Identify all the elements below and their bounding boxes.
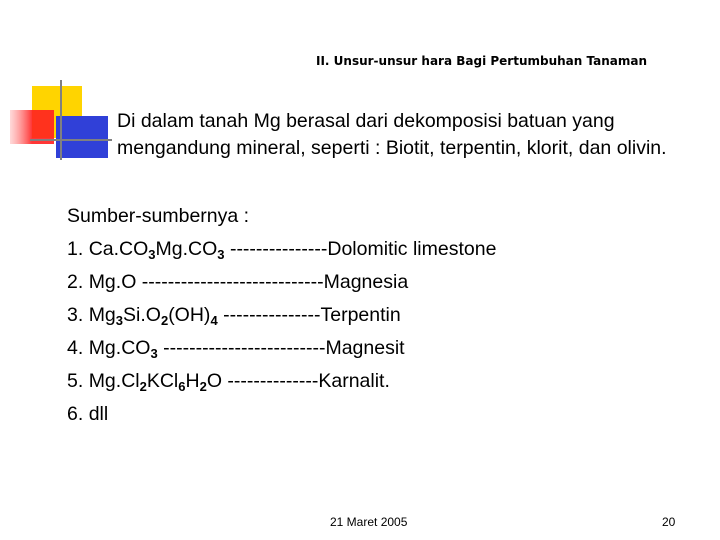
sources-list [67, 200, 707, 431]
list-item: 1. $Ca.CO_3Mg.CO_3$ ---------------Dolomitic limestone [67, 238, 497, 262]
list-item: 6. dll [67, 403, 109, 425]
decorative-squares-graphic [0, 0, 120, 170]
item-name: Dolomitic limestone [327, 238, 497, 260]
slide-title: II. Unsur-unsur hara Bagi Pertumbuhan Tanaman [316, 54, 648, 68]
list-item: 4. $Mg.CO_3$ -------------------------Magnesit [67, 337, 405, 361]
list-item: 5. $Mg.Cl_2KCl_6H_2O$ --------------Karnalit. [67, 370, 390, 394]
list-item: 2. Mg.O ----------------------------Magnesia [67, 271, 409, 293]
intro-paragraph: Di dalam tanah Mg berasal dari dekomposisi batuan yang mengandung mineral, seperti : Biotit, terpentin, klorit, dan olivin. [117, 110, 667, 159]
list-item: 3. $Mg_3Si.O_2(OH)_4$ ---------------Terpentin [67, 304, 401, 328]
blue-square [56, 116, 108, 158]
item-name: Terpentin [320, 304, 401, 326]
footer-date: 21 Maret 2005 [330, 515, 408, 529]
item-name: Karnalit. [318, 370, 390, 392]
page-number: 20 [662, 515, 676, 529]
red-bar [10, 110, 54, 144]
sources-heading: Sumber-sumbernya : [67, 205, 250, 227]
item-name: Magnesit [325, 337, 405, 359]
item-name: Magnesia [323, 271, 409, 293]
